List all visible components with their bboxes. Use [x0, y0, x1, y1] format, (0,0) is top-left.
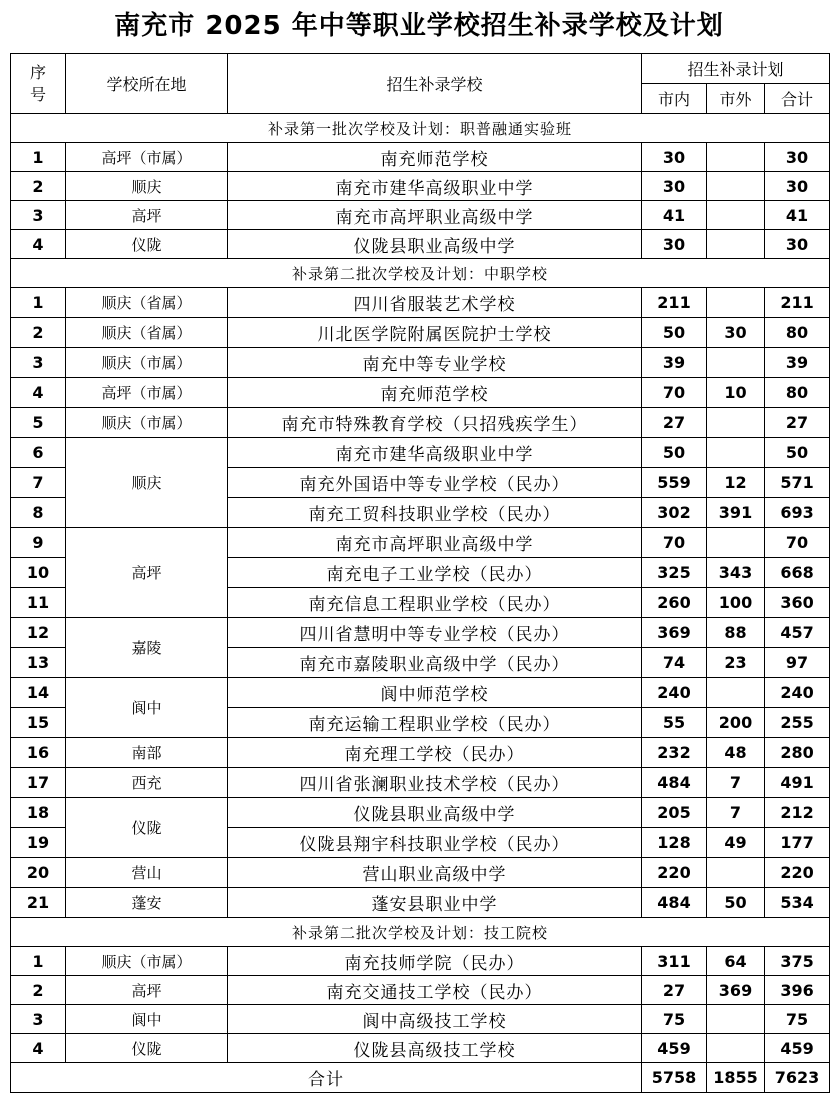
row-location: 顺庆（市属） — [66, 348, 228, 378]
row-index: 14 — [11, 678, 66, 708]
row-out-city: 12 — [707, 468, 765, 498]
row-out-city — [707, 172, 765, 201]
row-school: 南充技师学院（民办） — [228, 947, 642, 976]
row-total: 212 — [765, 798, 830, 828]
row-location: 高坪 — [66, 201, 228, 230]
row-total: 240 — [765, 678, 830, 708]
section-header-row — [11, 918, 830, 947]
table-row — [11, 438, 830, 468]
row-in-city: 70 — [642, 528, 707, 558]
row-school: 南充市高坪职业高级中学 — [228, 201, 642, 230]
row-in-city: 311 — [642, 947, 707, 976]
row-school: 南充运输工程职业学校（民办） — [228, 708, 642, 738]
table-row — [11, 976, 830, 1005]
row-out-city — [707, 348, 765, 378]
row-in-city: 55 — [642, 708, 707, 738]
row-in-city: 484 — [642, 888, 707, 918]
row-school: 仪陇县职业高级中学 — [228, 230, 642, 259]
row-out-city — [707, 143, 765, 172]
row-out-city — [707, 1034, 765, 1063]
row-out-city — [707, 288, 765, 318]
row-out-city: 88 — [707, 618, 765, 648]
row-index: 3 — [11, 1005, 66, 1034]
row-index: 7 — [11, 468, 66, 498]
row-school: 南充工贸科技职业学校（民办） — [228, 498, 642, 528]
row-total: 211 — [765, 288, 830, 318]
row-in-city: 211 — [642, 288, 707, 318]
row-location: 高坪 — [66, 976, 228, 1005]
row-index: 2 — [11, 318, 66, 348]
header-in-city: 市内 — [642, 84, 707, 114]
table-row — [11, 858, 830, 888]
row-out-city — [707, 678, 765, 708]
row-out-city: 7 — [707, 798, 765, 828]
row-total: 177 — [765, 828, 830, 858]
section-header-row — [11, 114, 830, 143]
row-in-city: 50 — [642, 318, 707, 348]
row-total: 70 — [765, 528, 830, 558]
row-school: 南充师范学校 — [228, 143, 642, 172]
row-out-city: 7 — [707, 768, 765, 798]
row-total: 30 — [765, 172, 830, 201]
row-in-city: 232 — [642, 738, 707, 768]
row-index: 1 — [11, 143, 66, 172]
row-total: 534 — [765, 888, 830, 918]
row-in-city: 30 — [642, 230, 707, 259]
row-school: 南充市建华高级职业中学 — [228, 172, 642, 201]
row-school: 南充市特殊教育学校（只招残疾学生） — [228, 408, 642, 438]
header-row-1 — [11, 54, 830, 84]
row-school: 四川省服装艺术学校 — [228, 288, 642, 318]
row-out-city: 49 — [707, 828, 765, 858]
row-school: 阆中师范学校 — [228, 678, 642, 708]
row-index: 15 — [11, 708, 66, 738]
row-school: 蓬安县职业中学 — [228, 888, 642, 918]
table-row — [11, 528, 830, 558]
row-out-city: 48 — [707, 738, 765, 768]
row-out-city — [707, 201, 765, 230]
row-in-city: 50 — [642, 438, 707, 468]
table-row — [11, 378, 830, 408]
row-school: 南充信息工程职业学校（民办） — [228, 588, 642, 618]
row-location: 仪陇 — [66, 230, 228, 259]
row-index: 4 — [11, 1034, 66, 1063]
row-out-city: 30 — [707, 318, 765, 348]
row-index: 4 — [11, 378, 66, 408]
table-row — [11, 1034, 830, 1063]
row-in-city: 205 — [642, 798, 707, 828]
grand-total-row — [11, 1063, 830, 1093]
row-out-city: 343 — [707, 558, 765, 588]
row-out-city — [707, 858, 765, 888]
row-out-city — [707, 528, 765, 558]
row-in-city: 302 — [642, 498, 707, 528]
row-out-city: 10 — [707, 378, 765, 408]
row-total: 491 — [765, 768, 830, 798]
table-row — [11, 738, 830, 768]
row-location: 顺庆 — [66, 438, 228, 528]
table-row — [11, 947, 830, 976]
page-title: 南充市 2025 年中等职业学校招生补录学校及计划 — [114, 11, 724, 41]
section-title: 补录第二批次学校及计划：中职学校 — [11, 259, 830, 288]
row-index: 11 — [11, 588, 66, 618]
table-row — [11, 143, 830, 172]
row-total: 50 — [765, 438, 830, 468]
row-total: 375 — [765, 947, 830, 976]
row-out-city — [707, 408, 765, 438]
row-in-city: 30 — [642, 172, 707, 201]
row-out-city: 23 — [707, 648, 765, 678]
row-school: 川北医学院附属医院护士学校 — [228, 318, 642, 348]
row-index: 4 — [11, 230, 66, 259]
row-location: 嘉陵 — [66, 618, 228, 678]
section-title: 补录第一批次学校及计划：职普融通实验班 — [11, 114, 830, 143]
row-out-city: 391 — [707, 498, 765, 528]
row-index: 10 — [11, 558, 66, 588]
header-out-city: 市外 — [707, 84, 765, 114]
section-title: 补录第二批次学校及计划：技工院校 — [11, 918, 830, 947]
grand-total-in-city: 5758 — [642, 1063, 707, 1093]
grand-total-total: 7623 — [765, 1063, 830, 1093]
table-row — [11, 230, 830, 259]
row-out-city: 50 — [707, 888, 765, 918]
row-index: 1 — [11, 288, 66, 318]
row-location: 南部 — [66, 738, 228, 768]
row-index: 2 — [11, 172, 66, 201]
row-total: 255 — [765, 708, 830, 738]
row-location: 顺庆（省属） — [66, 288, 228, 318]
row-total: 668 — [765, 558, 830, 588]
table-row — [11, 348, 830, 378]
row-total: 75 — [765, 1005, 830, 1034]
row-school: 仪陇县高级技工学校 — [228, 1034, 642, 1063]
row-location: 西充 — [66, 768, 228, 798]
row-in-city: 30 — [642, 143, 707, 172]
row-school: 南充交通技工学校（民办） — [228, 976, 642, 1005]
row-location: 顺庆 — [66, 172, 228, 201]
row-index: 21 — [11, 888, 66, 918]
header-school: 招生补录学校 — [228, 54, 642, 114]
table-body — [11, 54, 830, 1093]
header-index-line2: 号 — [29, 84, 46, 104]
row-in-city: 240 — [642, 678, 707, 708]
row-in-city: 220 — [642, 858, 707, 888]
row-location: 高坪 — [66, 528, 228, 618]
row-total: 27 — [765, 408, 830, 438]
row-location: 营山 — [66, 858, 228, 888]
row-out-city — [707, 1005, 765, 1034]
table-row — [11, 1005, 830, 1034]
row-out-city: 369 — [707, 976, 765, 1005]
row-location: 仪陇 — [66, 1034, 228, 1063]
grand-total-out-city: 1855 — [707, 1063, 765, 1093]
row-total: 280 — [765, 738, 830, 768]
row-out-city — [707, 230, 765, 259]
row-location: 顺庆（省属） — [66, 318, 228, 348]
header-total: 合计 — [765, 84, 830, 114]
table-row — [11, 201, 830, 230]
row-location: 顺庆（市属） — [66, 947, 228, 976]
row-index: 3 — [11, 201, 66, 230]
row-in-city: 75 — [642, 1005, 707, 1034]
row-in-city: 39 — [642, 348, 707, 378]
table-row — [11, 172, 830, 201]
row-school: 南充电子工业学校（民办） — [228, 558, 642, 588]
row-school: 南充中等专业学校 — [228, 348, 642, 378]
table-row — [11, 678, 830, 708]
row-index: 18 — [11, 798, 66, 828]
row-out-city: 200 — [707, 708, 765, 738]
row-index: 17 — [11, 768, 66, 798]
row-total: 396 — [765, 976, 830, 1005]
row-school: 四川省张澜职业技术学校（民办） — [228, 768, 642, 798]
row-school: 仪陇县职业高级中学 — [228, 798, 642, 828]
row-total: 693 — [765, 498, 830, 528]
header-index-line1: 序 — [29, 62, 46, 82]
table-row — [11, 618, 830, 648]
row-index: 12 — [11, 618, 66, 648]
row-index: 16 — [11, 738, 66, 768]
row-index: 1 — [11, 947, 66, 976]
row-in-city: 369 — [642, 618, 707, 648]
row-location: 仪陇 — [66, 798, 228, 858]
row-location: 阆中 — [66, 678, 228, 738]
row-location: 阆中 — [66, 1005, 228, 1034]
table-row — [11, 318, 830, 348]
row-school: 南充市嘉陵职业高级中学（民办） — [228, 648, 642, 678]
row-school: 阆中高级技工学校 — [228, 1005, 642, 1034]
row-in-city: 484 — [642, 768, 707, 798]
row-in-city: 559 — [642, 468, 707, 498]
row-total: 571 — [765, 468, 830, 498]
row-school: 南充市建华高级职业中学 — [228, 438, 642, 468]
row-total: 459 — [765, 1034, 830, 1063]
row-in-city: 27 — [642, 408, 707, 438]
row-school: 四川省慧明中等专业学校（民办） — [228, 618, 642, 648]
table-row — [11, 888, 830, 918]
row-index: 2 — [11, 976, 66, 1005]
table-row — [11, 768, 830, 798]
row-total: 30 — [765, 143, 830, 172]
row-location: 顺庆（市属） — [66, 408, 228, 438]
row-index: 19 — [11, 828, 66, 858]
row-index: 3 — [11, 348, 66, 378]
row-index: 9 — [11, 528, 66, 558]
row-total: 30 — [765, 230, 830, 259]
row-in-city: 74 — [642, 648, 707, 678]
row-location: 高坪（市属） — [66, 143, 228, 172]
table-row — [11, 288, 830, 318]
row-school: 南充市高坪职业高级中学 — [228, 528, 642, 558]
row-total: 97 — [765, 648, 830, 678]
row-index: 5 — [11, 408, 66, 438]
row-index: 13 — [11, 648, 66, 678]
header-plan: 招生补录计划 — [642, 54, 830, 84]
row-total: 360 — [765, 588, 830, 618]
row-total: 41 — [765, 201, 830, 230]
row-school: 南充师范学校 — [228, 378, 642, 408]
enrollment-table — [10, 53, 830, 1093]
row-total: 80 — [765, 318, 830, 348]
header-index — [11, 54, 66, 114]
row-index: 8 — [11, 498, 66, 528]
row-in-city: 41 — [642, 201, 707, 230]
row-total: 80 — [765, 378, 830, 408]
table-row — [11, 408, 830, 438]
row-total: 220 — [765, 858, 830, 888]
header-location: 学校所在地 — [66, 54, 228, 114]
row-total: 457 — [765, 618, 830, 648]
row-in-city: 260 — [642, 588, 707, 618]
row-in-city: 325 — [642, 558, 707, 588]
row-in-city: 459 — [642, 1034, 707, 1063]
row-in-city: 70 — [642, 378, 707, 408]
row-location: 蓬安 — [66, 888, 228, 918]
row-index: 6 — [11, 438, 66, 468]
row-location: 高坪（市属） — [66, 378, 228, 408]
row-index: 20 — [11, 858, 66, 888]
row-school: 南充理工学校（民办） — [228, 738, 642, 768]
row-in-city: 27 — [642, 976, 707, 1005]
row-total: 39 — [765, 348, 830, 378]
row-out-city: 100 — [707, 588, 765, 618]
row-in-city: 128 — [642, 828, 707, 858]
row-out-city — [707, 438, 765, 468]
grand-total-label: 合计 — [11, 1063, 642, 1093]
row-school: 营山职业高级中学 — [228, 858, 642, 888]
row-school: 仪陇县翔宇科技职业学校（民办） — [228, 828, 642, 858]
row-out-city: 64 — [707, 947, 765, 976]
section-header-row — [11, 259, 830, 288]
row-school: 南充外国语中等专业学校（民办） — [228, 468, 642, 498]
table-row — [11, 798, 830, 828]
